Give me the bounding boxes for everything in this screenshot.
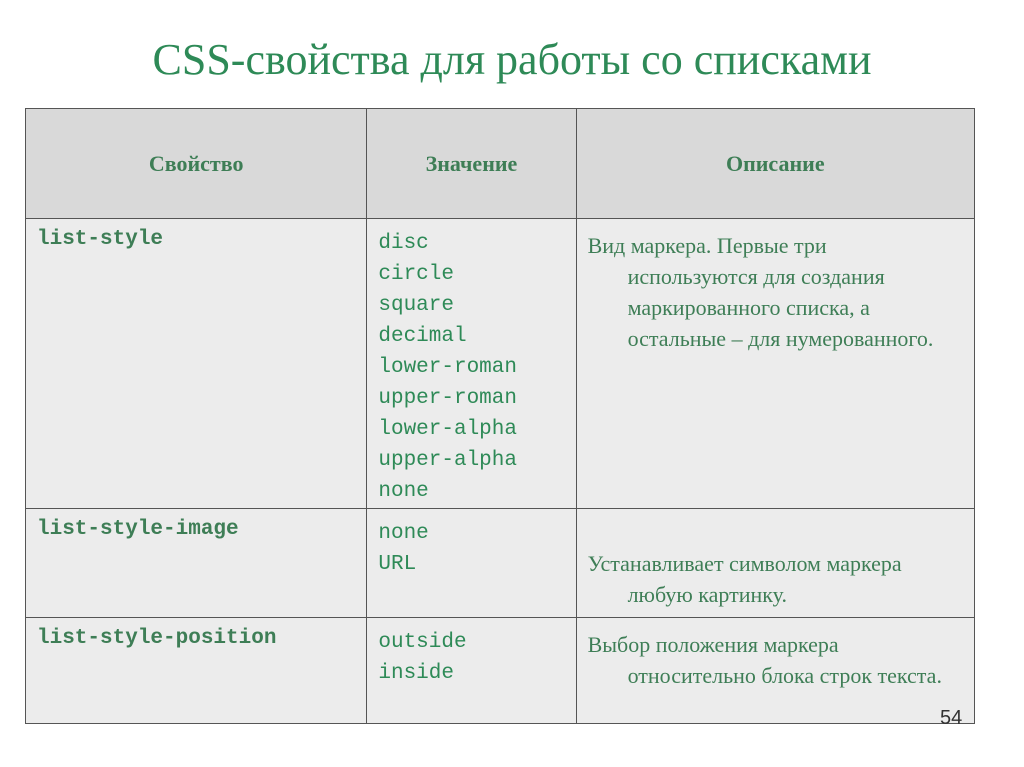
header-description: Описание <box>576 109 974 219</box>
property-cell <box>26 219 367 509</box>
slide-title: CSS-свойства для работы со списками <box>152 35 872 84</box>
values-cell <box>367 509 576 618</box>
value-item: none <box>378 480 429 503</box>
values-list <box>368 510 574 580</box>
value-item: upper-alpha <box>378 449 517 472</box>
value-item: URL <box>378 553 417 576</box>
page-number: 54 <box>940 707 963 729</box>
value-item: none <box>378 522 429 545</box>
property-cell <box>26 618 367 724</box>
description-cell <box>576 219 974 509</box>
value-item: outside <box>378 631 467 654</box>
css-list-properties-table <box>25 108 975 724</box>
value-item: circle <box>378 263 454 286</box>
header-property: Свойство <box>26 109 367 219</box>
description-cell <box>576 618 974 724</box>
value-item: inside <box>378 662 454 685</box>
value-item: upper-roman <box>378 387 517 410</box>
values-list <box>368 619 574 689</box>
value-item: square <box>378 294 454 317</box>
property-name: list-style <box>37 228 164 251</box>
value-item: lower-alpha <box>378 418 517 441</box>
property-cell <box>26 509 367 618</box>
description-text: Устанавливает символом маркера любую картинку. <box>587 551 902 607</box>
values-list <box>368 220 574 507</box>
table-row <box>26 509 975 618</box>
value-item: lower-roman <box>378 356 517 379</box>
values-cell <box>367 618 576 724</box>
description-text: Выбор положения маркера относительно блока строк текста. <box>587 632 942 688</box>
property-name: list-style-image <box>37 518 239 541</box>
description-cell <box>576 509 974 618</box>
property-name: list-style-position <box>37 627 277 650</box>
table-row <box>26 219 975 509</box>
description-text: Вид маркера. Первые три используются для создания маркированного списка, а остальные – для нумерованного. <box>587 233 934 351</box>
table-header-row <box>26 109 975 219</box>
header-value: Значение <box>367 109 576 219</box>
values-cell <box>367 219 576 509</box>
value-item: disc <box>378 232 429 255</box>
value-item: decimal <box>378 325 467 348</box>
table-row <box>26 618 975 724</box>
